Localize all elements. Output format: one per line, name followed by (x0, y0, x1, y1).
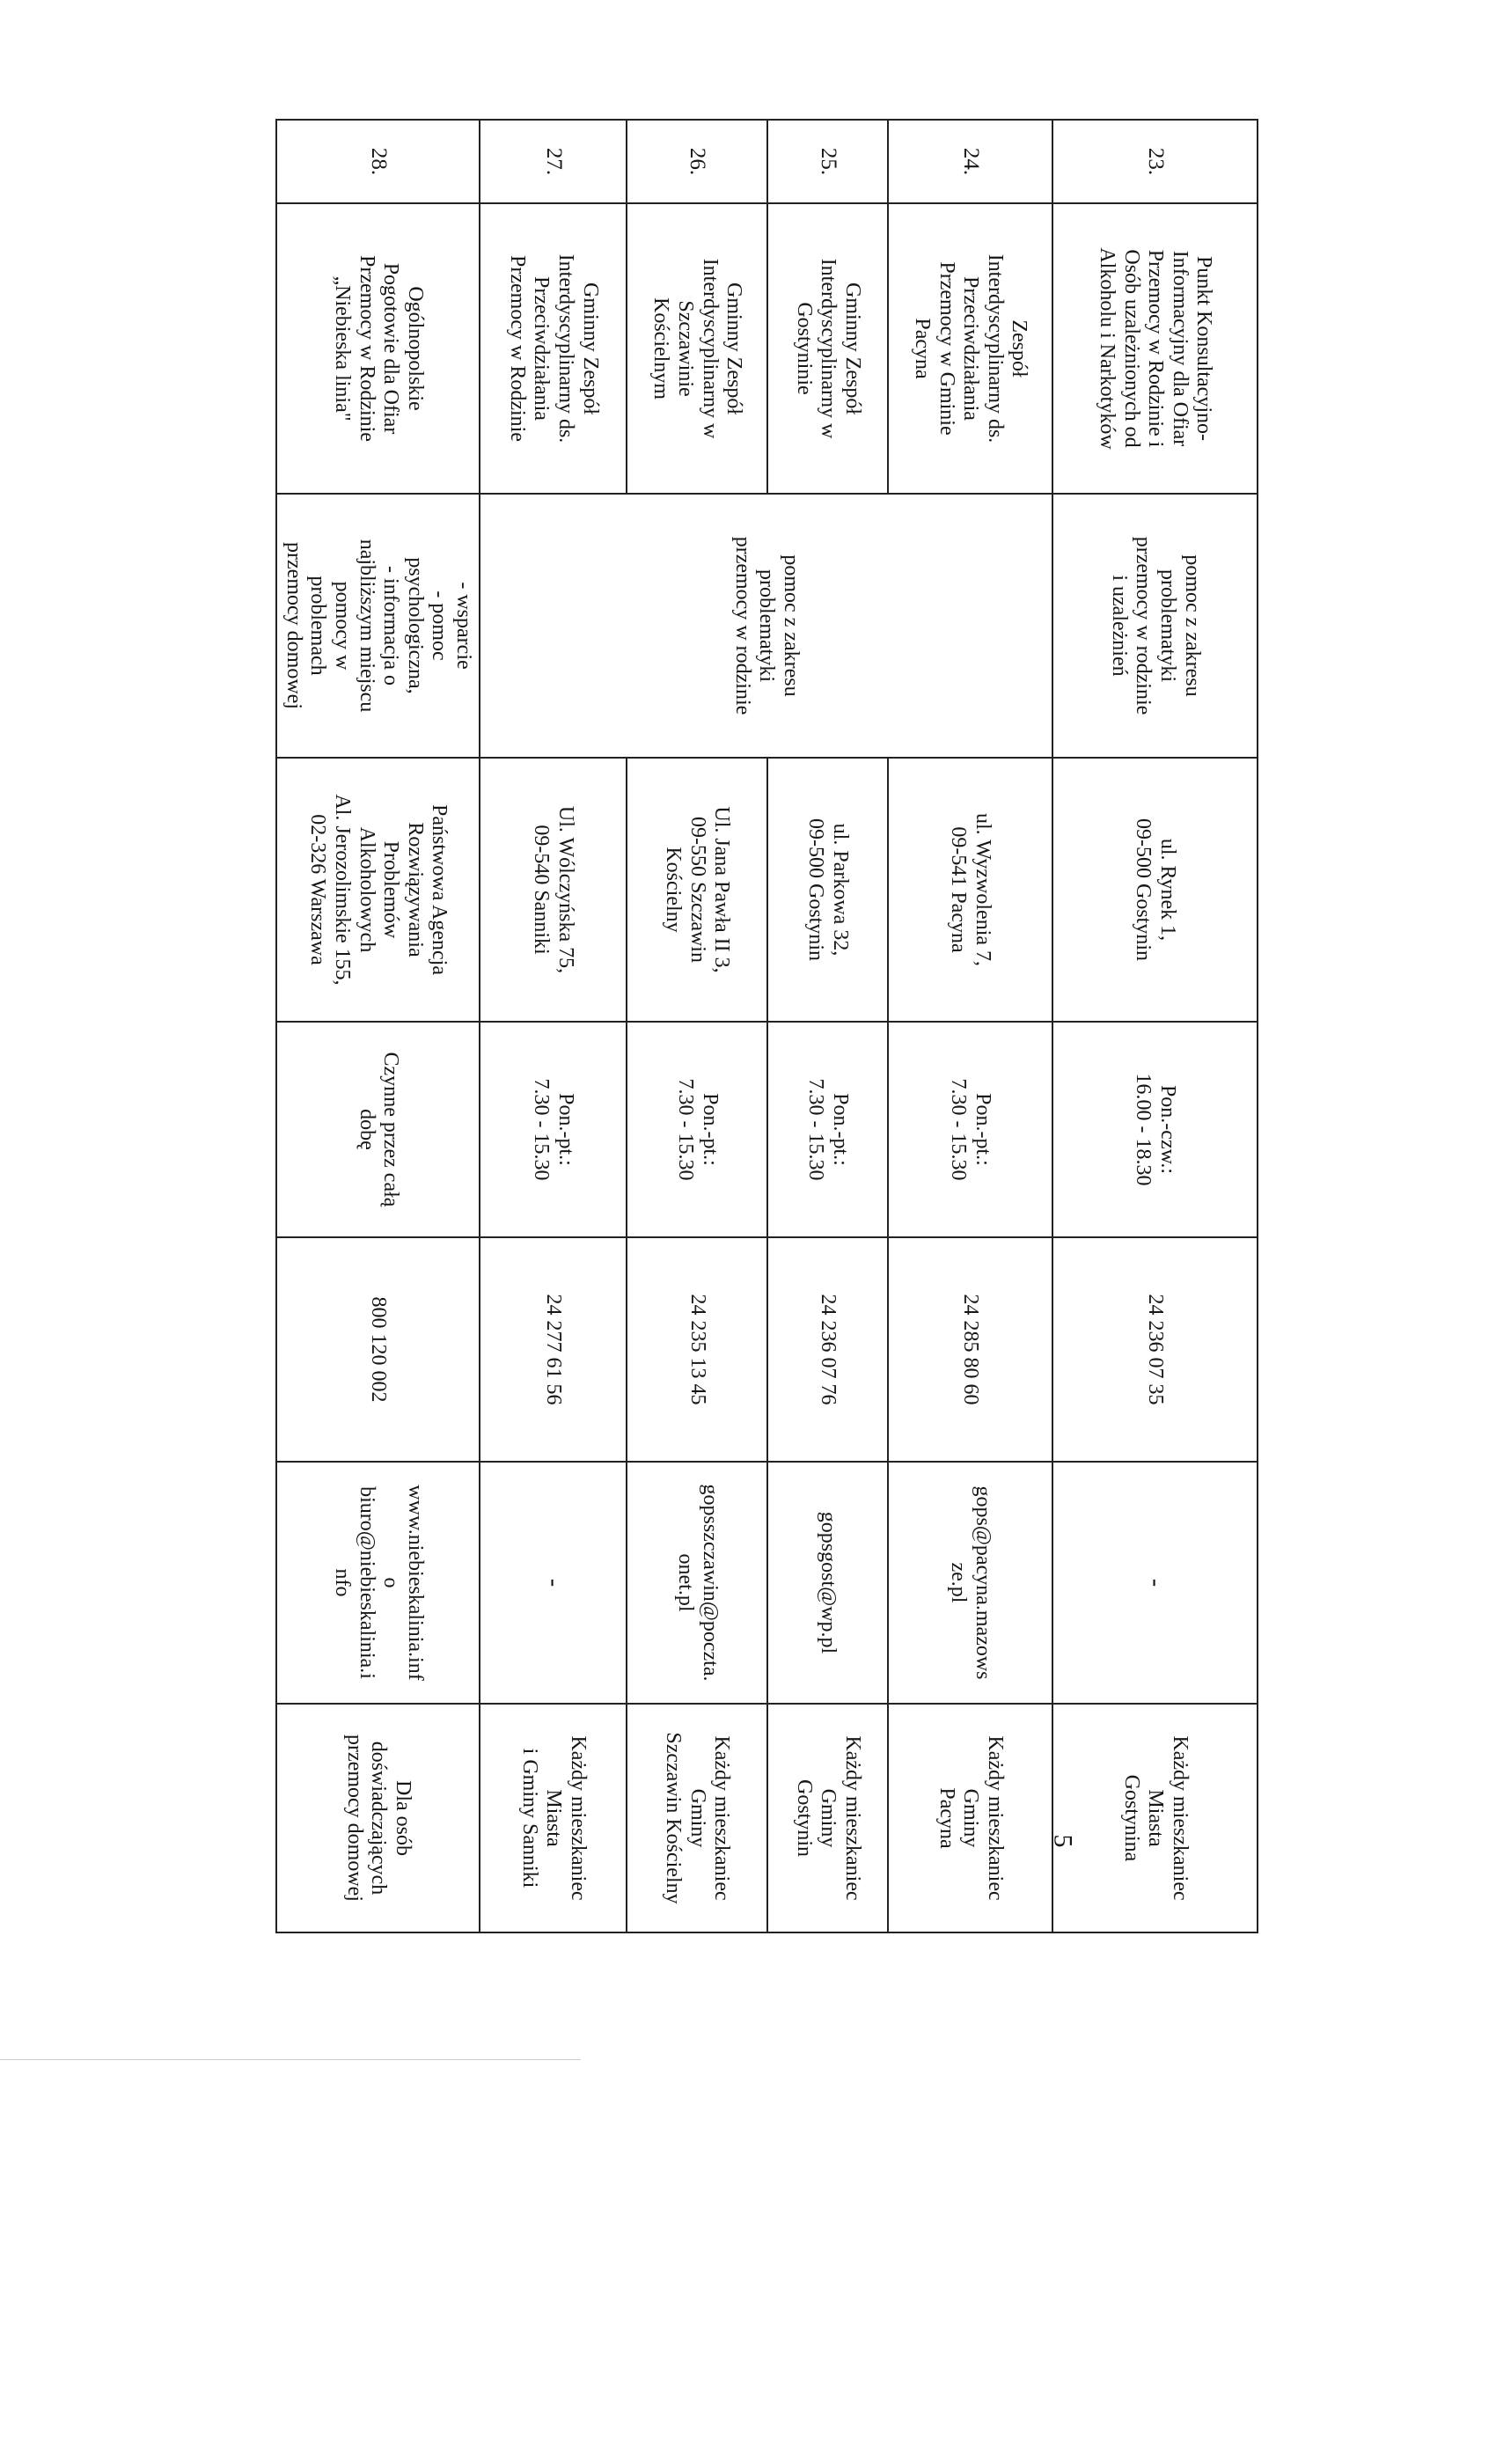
opening-hours: Pon.-pt.: 7.30 - 15.30 (480, 1022, 627, 1237)
address: ul. Rynek 1, 09-500 Gostynin (1052, 758, 1258, 1022)
phone-number: 24 236 07 76 (767, 1237, 888, 1462)
help-scope: pomoc z zakresu problematyki przemocy w rodzinie i uzależnień (1052, 494, 1258, 758)
recipients: Każdy mieszkaniec Gminy Gostynin (767, 1704, 888, 1932)
opening-hours: Pon.-pt.: 7.30 - 15.30 (627, 1022, 767, 1237)
address: ul. Wyzwolenia 7, 09-541 Pacyna (888, 758, 1052, 1022)
rotated-table-frame (282, 119, 1258, 1932)
phone-number: 24 236 07 35 (1052, 1237, 1258, 1462)
contact-table (275, 119, 1258, 1933)
opening-hours: Pon.-pt.: 7.30 - 15.30 (888, 1022, 1052, 1237)
address: Ul. Wólczyńska 75, 09-540 Sanniki (480, 758, 627, 1022)
institution-name: Gminny Zespół Interdyscyplinarny ds. Przeciwdziałania Przemocy w Rodzinie (480, 203, 627, 494)
row-number: 25. (767, 120, 888, 203)
phone-number: 800 120 002 (276, 1237, 480, 1462)
institution-name: Zespół Interdyscyplinarny ds. Przeciwdziałania Przemocy w Gminie Pacyna (888, 203, 1052, 494)
opening-hours: Pon.-czw.: 16.00 - 18.30 (1052, 1022, 1258, 1237)
phone-number: 24 277 61 56 (480, 1237, 627, 1462)
address: ul. Parkowa 32, 09-500 Gostynin (767, 758, 888, 1022)
row-number: 27. (480, 120, 627, 203)
email: www.niebieskalinia.inf o biuro@niebieskalinia.i nfo (276, 1462, 480, 1704)
recipients: Każdy mieszkaniec Miasta i Gminy Sanniki (480, 1704, 627, 1932)
recipients: Każdy mieszkaniec Gminy Szczawin Kościelny (627, 1704, 767, 1932)
row-number: 23. (1052, 120, 1258, 203)
email: - (1052, 1462, 1258, 1704)
table-row-23 (1052, 120, 1258, 1932)
institution-name: Ogólnopolskie Pogotowie dla Ofiar Przemocy w Rodzinie „Niebieska linia" (276, 203, 480, 494)
email: gops@pacyna.mazows ze.pl (888, 1462, 1052, 1704)
address: Ul. Jana Pawła II 3, 09-550 Szczawin Kościelny (627, 758, 767, 1022)
recipients: Dla osób doświadczających przemocy domowej (276, 1704, 480, 1932)
email: gopsszczawin@poczta. onet.pl (627, 1462, 767, 1704)
table-row-25 (767, 120, 888, 1932)
phone-number: 24 235 13 45 (627, 1237, 767, 1462)
help-scope: pomoc z zakresu problematyki przemocy w rodzinie (480, 494, 1052, 758)
opening-hours: Czynne przez całą dobę (276, 1022, 480, 1237)
row-number: 28. (276, 120, 480, 203)
address: Państwowa Agencja Rozwiązywania Problemów Alkoholowych Al. Jerozolimskie 155, 02-326 Warszawa (276, 758, 480, 1022)
row-number: 26. (627, 120, 767, 203)
recipients: Każdy mieszkaniec Gminy Pacyna (888, 1704, 1052, 1932)
email: gopsgost@wp.pl (767, 1462, 888, 1704)
opening-hours: Pon.-pt.: 7.30 - 15.30 (767, 1022, 888, 1237)
page-number: 5 (1048, 1834, 1078, 1848)
table-row-28 (276, 120, 480, 1932)
email: - (480, 1462, 627, 1704)
table-row-26 (627, 120, 767, 1932)
table-row-27 (480, 120, 627, 1932)
recipients: Każdy mieszkaniec Miasta Gostynina (1052, 1704, 1258, 1932)
help-scope: - wsparcie - pomoc psychologiczna, - informacja o najbliższym miejscu pomocy w problemach przemocy domowej (276, 494, 480, 758)
institution-name: Punkt Konsultacyjno- Informacyjny dla Ofiar Przemocy w Rodzinie i Osób uzależnionych od Alkoholu i Narkotyków (1052, 203, 1258, 494)
scan-artifact-line (0, 2059, 581, 2060)
phone-number: 24 285 80 60 (888, 1237, 1052, 1462)
institution-name: Gminny Zespół Interdyscyplinarny w Szczawinie Kościelnym (627, 203, 767, 494)
table-row-24 (888, 120, 1052, 1932)
institution-name: Gminny Zespół Interdyscyplinarny w Gostyninie (767, 203, 888, 494)
row-number: 24. (888, 120, 1052, 203)
